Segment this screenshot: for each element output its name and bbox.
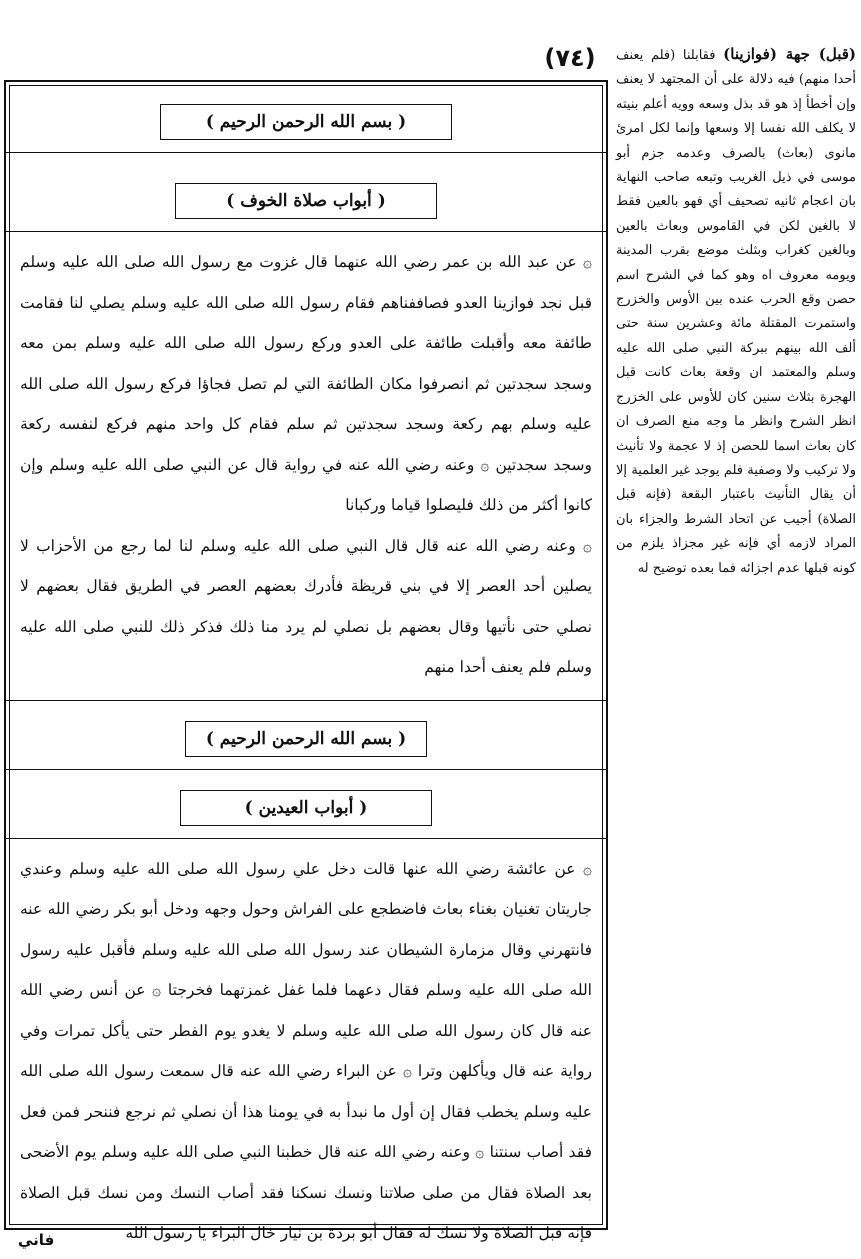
divider (6, 838, 606, 839)
hadith-paragraph: ۞ وعنه رضي الله عنه قال قال النبي صلى الله عليه وسلم لنا لما رجع من الأحزاب لا يصلين أحد العصر إلا في بني قريظة فأدرك بعضهم العصر في الطريق فقال بعضهم لا نصلي حتى نأتيها وقال بعضهم بل نصلي لم يرد منا ذلك فذكر ذلك للنبي صلى الله عليه وسلم فلم يعنف أحدا منهم (20, 536, 592, 676)
divider (6, 231, 606, 232)
margin-commentary (616, 42, 856, 1232)
chapter-heading-fear-prayer: ( أبواب صلاة الخوف ) (175, 183, 437, 219)
divider (6, 152, 606, 153)
basmala-heading: ( بسم الله الرحمن الرحيم ) (185, 721, 427, 757)
hadith-paragraph: ۞ عن عائشة رضي الله عنها قالت دخل علي رسول الله صلى الله عليه وسلم وعندي جاريتان تغنيان بغناء بعاث فاضطجع على الفراش وحول وجهه ودخل أبو بكر رضي الله عنه فانتهرني وقال مزمارة الشيطان عند رسول الله صلى الله عليه وسلم فأقبل عليه رسول الله صلى الله عليه وسلم فقال دعهما فلما غفل غمزتهما فخرجتا ۞ عن أنس رضي الله عنه قال كان رسول الله صلى الله عليه وسلم لا يغدو يوم الفطر حتى يأكل تمرات وفي رواية عنه قال ويأكلهن وترا ۞ عن البراء رضي الله عنه قال سمعت رسول الله صلى الله عليه وسلم يخطب فقال إن أول ما نبدأ به في يومنا هذا أن نصلي ثم نرجع فننحر فمن فعل فقد أصاب سنتنا ۞ وعنه رضي الله عنه قال خطبنا النبي صلى الله عليه وسلم يوم الأضحى بعد الصلاة فقال من صلى صلاتنا ونسك نسكنا فقد أصاب النسك ومن نسك قبل الصلاة فإنه قبل الصلاة ولا نسك له فقال أبو بردة بن نيار خال البراء يا رسول الله (20, 859, 592, 1242)
hadith-paragraph: ۞ عن عبد الله بن عمر رضي الله عنهما قال غزوت مع رسول الله صلى الله عليه وسلم قبل نجد فوازينا العدو فصاففناهم فقام رسول الله صلى الله عليه وسلم يصلي لنا فقامت طائفة معه وأقبلت طائفة على العدو وركع رسول الله صلى الله عليه وسلم بمن معه وسجد سجدتين ثم انصرفوا مكان الطائفة التي لم تصل فجاؤا فركع رسول الله صلى الله عليه وسلم بهم ركعة وسجد سجدتين ثم سلم فقام كل واحد منهم فركع لنفسه ركعة وسجد سجدتين ۞ وعنه رضي الله عنه في رواية قال عن النبي صلى الله عليه وسلم وإن كانوا أكثر من ذلك فليصلوا قياما وركبانا (20, 253, 592, 514)
commentary-heading: (قبل) جهة (فوازينا) (723, 45, 856, 63)
basmala-heading: ( بسم الله الرحمن الرحيم ) (160, 104, 452, 140)
divider (6, 769, 606, 770)
page-number: (٧٤) (544, 44, 596, 72)
chapter-heading-eids: ( أبواب العيدين ) (180, 790, 432, 826)
divider (6, 700, 606, 701)
commentary-text: فقابلنا (فلم يعنف أحدا منهم) فيه دلالة على أن المجتهد لا يعنف وإن أخطأ إذ هو قد بذل وسعه وويه أعلم بنيته لا يكلف الله نفسا إلا وسعها وإنما لكل امرئ مانوى (بعاث) بالصرف وعدمه جزم أبو موسى في ذيل الغريب وتبعه صاحب النهاية بان اعجام ثانيه تصحيف أي فهو بالعين فقط لا بالغين لكن في القاموس وبعاث بالعين وبالغين كغراب وبثلث موضع بقرب المدينة ويومه معروف اه وهو كما في الشرح اسم حصن وقع الحرب عنده بين الأوس والخزرج واستمرت المقتلة مائة وعشرين سنة حتى ألف الله بينهم ببركة النبي صلى الله عليه وسلم والمعتمد ان وقعة بعاث كانت قبل الهجرة بثلاث سنين كان للأوس على الخزرج انظر الشرح وانظر ما وجه منع الصرف ان كان بعاث اسما للحصن إذ لا عجمة ولا تأنيث ولا تركيب ولا وصفية فلم يوجد غير العلمية إلا أن يقال التأنيث باعتبار البقعة (فإنه قبل الصلاة) أجيب عن اتحاد الشرط والجزاء بان المراد لازمه أي فإنه غير مجزاذ يلزم من كونه قبلها عدم اجزائه فما بعده توضيح له (616, 48, 856, 576)
catchword: فاني (18, 1231, 55, 1249)
